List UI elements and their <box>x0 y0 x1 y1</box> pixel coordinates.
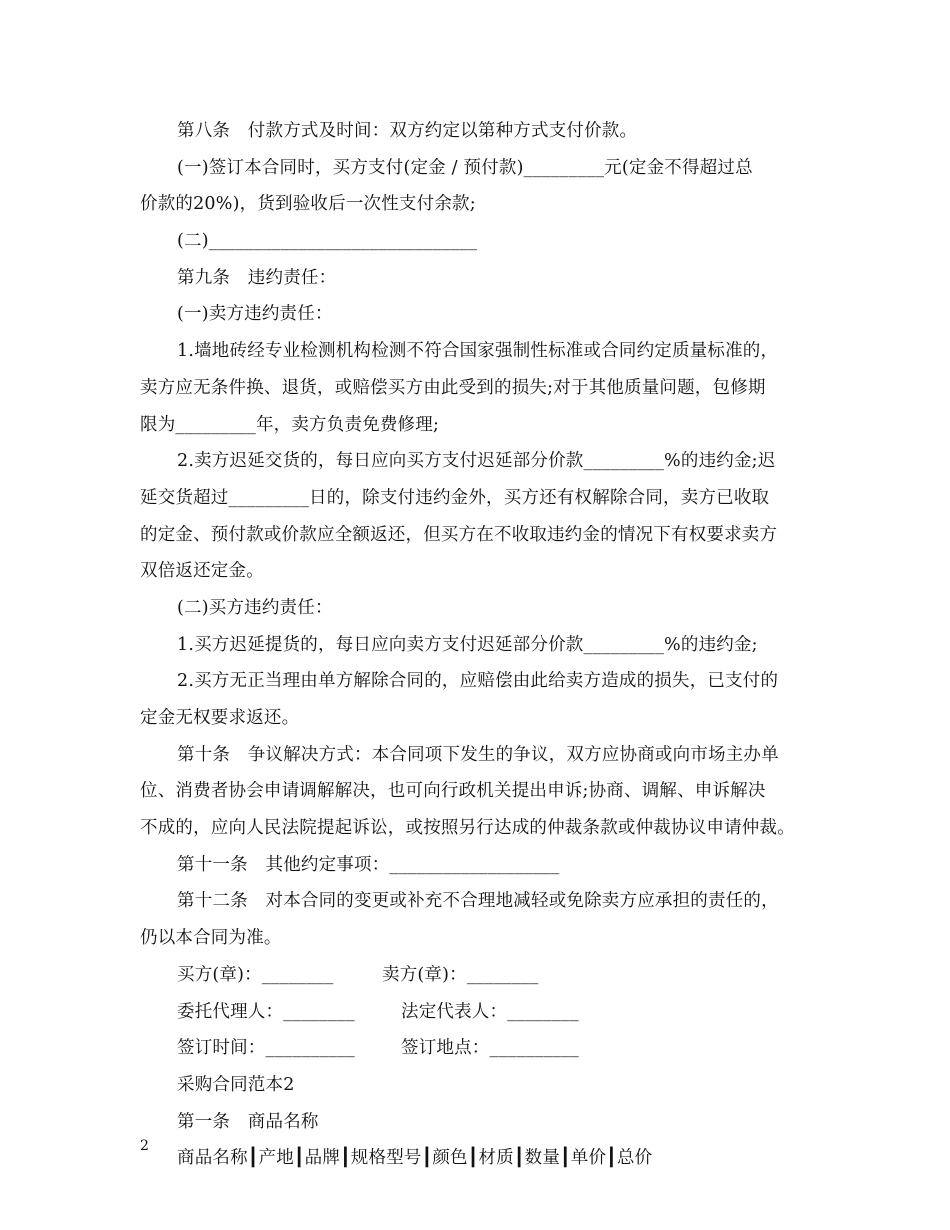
seller-seal-field: 卖方(章)：________ <box>382 964 539 985</box>
buyer-seal-field: 买方(章)：________ <box>177 964 334 985</box>
template-2-title: 采购合同范本2 <box>177 1074 295 1095</box>
authorized-agent-field: 委托代理人：________ <box>177 1001 355 1022</box>
buyer-liability-1-line: 1.买方迟延提货的，每日应向卖方支付迟延部分价款_________%的违约金; <box>177 634 758 655</box>
seller-liability-2-line-2: 延交货超过_________日的，除支付违约金外，买方还有权解除合同，卖方已收取 <box>140 487 770 508</box>
seller-liability-2-line-4: 双倍返还定金。 <box>140 561 264 582</box>
article-8-clause-1-line-2: 价款的20%)，货到验收后一次性支付余款; <box>140 194 476 215</box>
legal-representative-field: 法定代表人：________ <box>401 1001 579 1022</box>
buyer-liability-2-line-1: 2.买方无正当理由单方解除合同的，应赔偿由此给卖方造成的损失，已支付的 <box>177 671 779 692</box>
article-11-line: 第十一条 其他约定事项：___________________ <box>177 854 560 875</box>
buyer-liability-heading: (二)买方违约责任： <box>177 597 333 618</box>
buyer-liability-2-line-2: 定金无权要求返还。 <box>140 708 300 728</box>
product-table-header: 商品名称┃产地┃品牌┃规格型号┃颜色┃材质┃数量┃单价┃总价 <box>177 1148 653 1169</box>
article-12-line-2: 仍以本合同为准。 <box>140 928 282 949</box>
article-8-clause-2-line: (二)______________________________ <box>177 231 478 252</box>
seller-liability-2-line-3: 的定金、预付款或价款应全额返还，但买方在不收取违约金的情况下有权要求卖方 <box>140 524 778 545</box>
article-8-line: 第八条 付款方式及时间：双方约定以第种方式支付价款。 <box>177 121 638 141</box>
seller-liability-2-line-1: 2.卖方迟延交货的，每日应向买方支付迟延部分价款_________%的违约金;迟 <box>177 451 776 472</box>
article-8-clause-1-line-1: (一)签订本合同时，买方支付(定金 / 预付款)_________元(定金不得超过总 <box>177 157 753 178</box>
signing-date-field: 签订时间：__________ <box>177 1038 355 1059</box>
document-body <box>140 113 820 1177</box>
signature-row-date-place <box>140 1030 820 1067</box>
signature-row-representatives <box>140 994 820 1031</box>
seller-liability-1-line-2: 卖方应无条件换、退货，或赔偿买方由此受到的损失;对于其他质量问题，包修期 <box>140 377 766 398</box>
seller-liability-1-line-1: 1.墙地砖经专业检测机构检测不符合国家强制性标准或合同约定质量标准的， <box>177 341 779 362</box>
article-12-line-1: 第十二条 对本合同的变更或补充不合理地减轻或免除卖方应承担的责任的， <box>177 891 779 912</box>
signing-place-field: 签订地点：__________ <box>401 1038 579 1059</box>
seller-liability-1-line-3: 限为_________年，卖方负责免费修理; <box>140 414 440 435</box>
article-9-heading: 第九条 违约责任： <box>177 267 337 288</box>
seller-liability-heading: (一)卖方违约责任： <box>177 304 333 325</box>
template-2-article-1-heading: 第一条 商品名称 <box>177 1111 319 1132</box>
article-10-line-1: 第十条 争议解决方式：本合同项下发生的争议，双方应协商或向市场主办单 <box>177 744 779 765</box>
signature-row-parties <box>140 957 820 994</box>
page-number: 2 <box>140 1138 149 1154</box>
article-10-line-3: 不成的，应向人民法院提起诉讼，或按照另行达成的仲裁条款或仲裁协议申请仲裁。 <box>140 818 795 839</box>
article-10-line-2: 位、消费者协会申请调解解决，也可向行政机关提出申诉;协商、调解、申诉解决 <box>140 781 766 802</box>
